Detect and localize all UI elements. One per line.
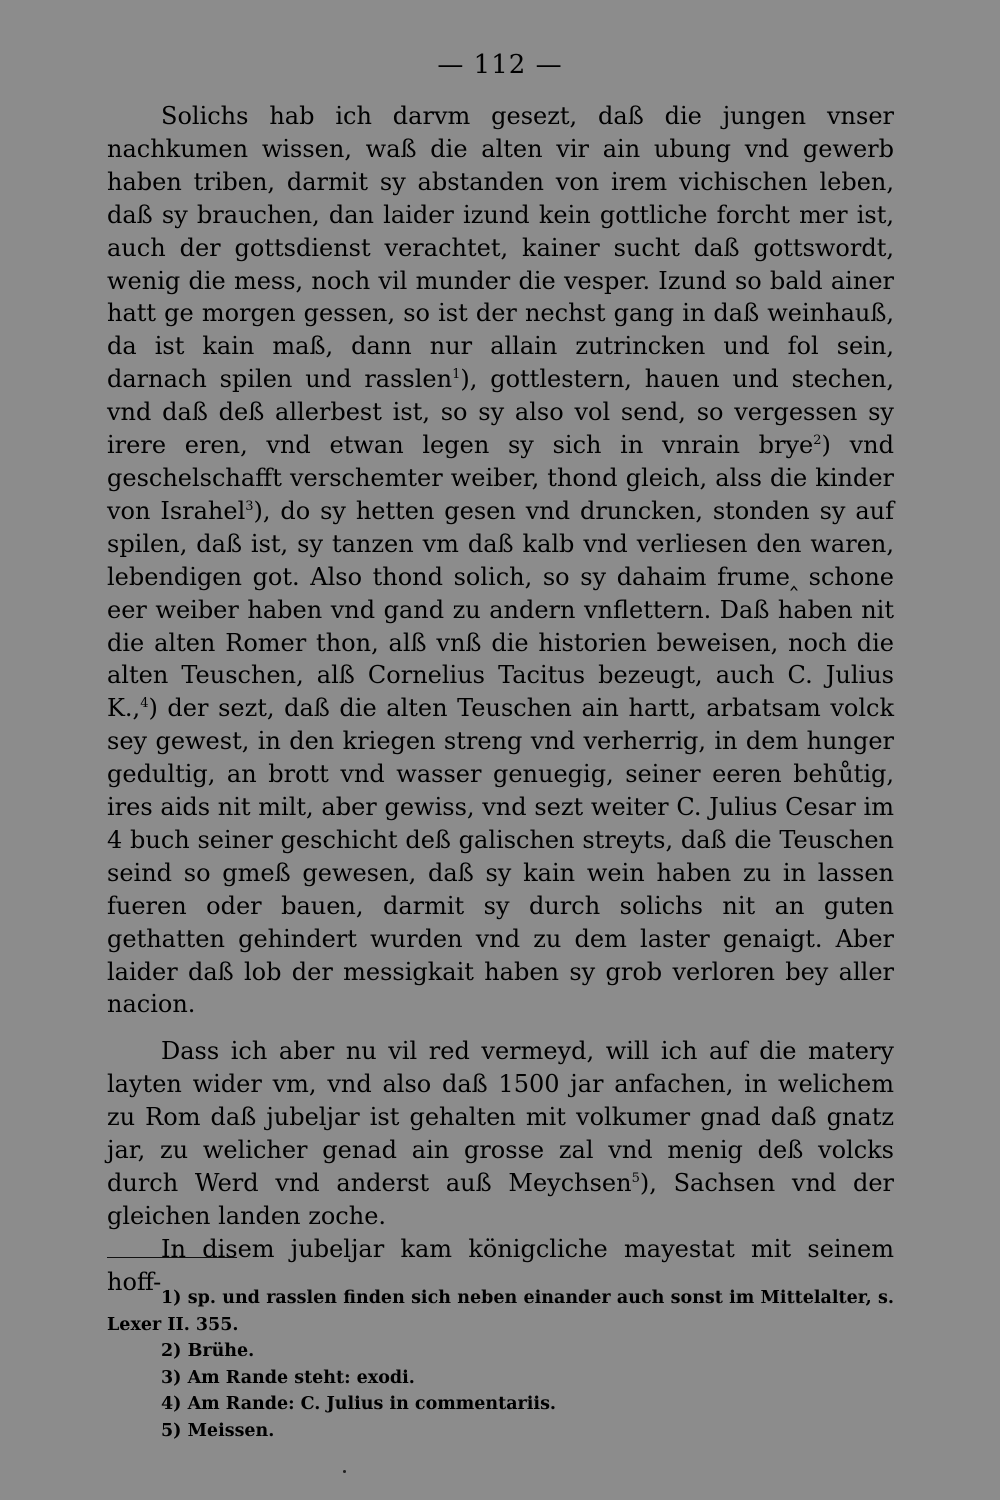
footnote-4 (107, 1391, 894, 1418)
footnote-ref: 4 (140, 696, 149, 712)
footnote-ref: 3 (245, 498, 254, 514)
text-run: ) der sezt, daß die alten Teuschen ain hartt, arbatsam volck sey gewest, in den kriegen streng vnd verherrig, in dem hunger gedultig, an brott vnd wasser genuegig, seiner eeren behůtig, ires aids nit milt, aber gewiss, vnd sezt weiter C. Julius Cesar im 4 buch seiner geschicht deß galischen streyts, daß die Teuschen seind so gmeß gewesen, daß sy kain wein haben zu in lassen fueren oder bauen, darmit sy durch solichs nit an guten gethatten gehindert wurden vnd zu dem laster genaigt. Aber laider daß lob der messigkait haben sy grob verloren bey aller nacion. (107, 694, 894, 1019)
text-run: ), do sy hetten gesen vnd druncken, stonden sy auf spilen, daß ist, sy tanzen vm daß kalb vnd verliesen den waren, lebendigen got. Also thond solich, so sy dahaim frume‸ schone eer weiber haben vnd gand zu andern vnflettern. Daß haben nit die alten Romer thon, alß vnß die historien beweisen, noch die alten Teuschen, alß Cornelius Tacitus bezeugt, auch C. Julius K., (107, 496, 894, 723)
paragraph-2 (107, 1035, 894, 1232)
footnote-divider (107, 1257, 237, 1258)
text-run: ), gottlestern, hauen und stechen, vnd daß deß allerbest ist, so sy also vol send, so vergessen sy irere eren, vnd etwan legen sy sich in vnrain brye (107, 365, 894, 460)
footnote-mark: 2) (161, 1341, 182, 1361)
footnote-3 (107, 1365, 894, 1392)
body-text (107, 100, 894, 1299)
text-run: Solichs hab ich darvm gesezt, daß die jungen vnser nachkumen wissen, waß die alten vir ain ubung vnd gewerb haben triben, darmit sy abstanden von irem vichischen leben, daß sy brauchen, dan laider izund kein gottliche forcht mer ist, auch der gottsdienst verachtet, kainer sucht daß gottswordt, wenig die mess, noch vil munder die vesper. Izund so bald ainer hatt ge morgen gessen, so ist der nechst gang in daß weinhauß, da ist kain maß, dann nur allain zutrincken und fol sein, darnach spilen und rasslen (107, 102, 894, 394)
footnote-mark: 3) (161, 1367, 182, 1388)
paragraph-1 (107, 100, 894, 1021)
text-run: ), Sachsen vnd der gleichen landen zoche. (107, 1169, 895, 1230)
footnote-1 (107, 1285, 894, 1338)
text-run: ) vnd geschelschafft verschemter weiber, thond gleich, alss die kinder von Israhel (107, 431, 895, 525)
footnote-mark: 1) (161, 1288, 182, 1308)
footnote-ref: 1 (452, 367, 461, 383)
footnote-text: Am Rande: C. Julius in commentariis. (187, 1394, 557, 1414)
text-run: Dass ich aber nu vil red vermeyd, will ich auf die matery layten wider vm, vnd also daß 1500 jar anfachen, in welichem zu Rom daß jubeljar ist gehalten mit volkumer gnad daß gnatz jar, zu welicher genad ain grosse zal vnd menig deß volcks durch Werd vnd anderst auß Meychsen (107, 1037, 894, 1197)
footnote-text: sp. und rasslen finden sich neben einander auch sonst im Mittelalter, s. Lexer II. 355. (107, 1288, 894, 1335)
page-number: — 112 — (437, 50, 563, 80)
footnote-text: Am Rande steht: exodi. (187, 1367, 415, 1388)
printing-speck (343, 1470, 346, 1473)
footnote-ref: 5 (631, 1171, 640, 1186)
footnote-text: Meissen. (187, 1420, 275, 1441)
footnote-2 (107, 1338, 894, 1365)
footnote-5 (107, 1418, 894, 1445)
footnote-mark: 4) (161, 1394, 182, 1414)
footnote-ref: 2 (813, 433, 822, 449)
footnote-text: Brühe. (187, 1341, 255, 1361)
paragraph-3: In disem jubeljar kam königcliche mayestat mit seinem hoff- (107, 1234, 894, 1296)
footnotes (107, 1285, 894, 1444)
footnote-mark: 5) (161, 1420, 182, 1441)
